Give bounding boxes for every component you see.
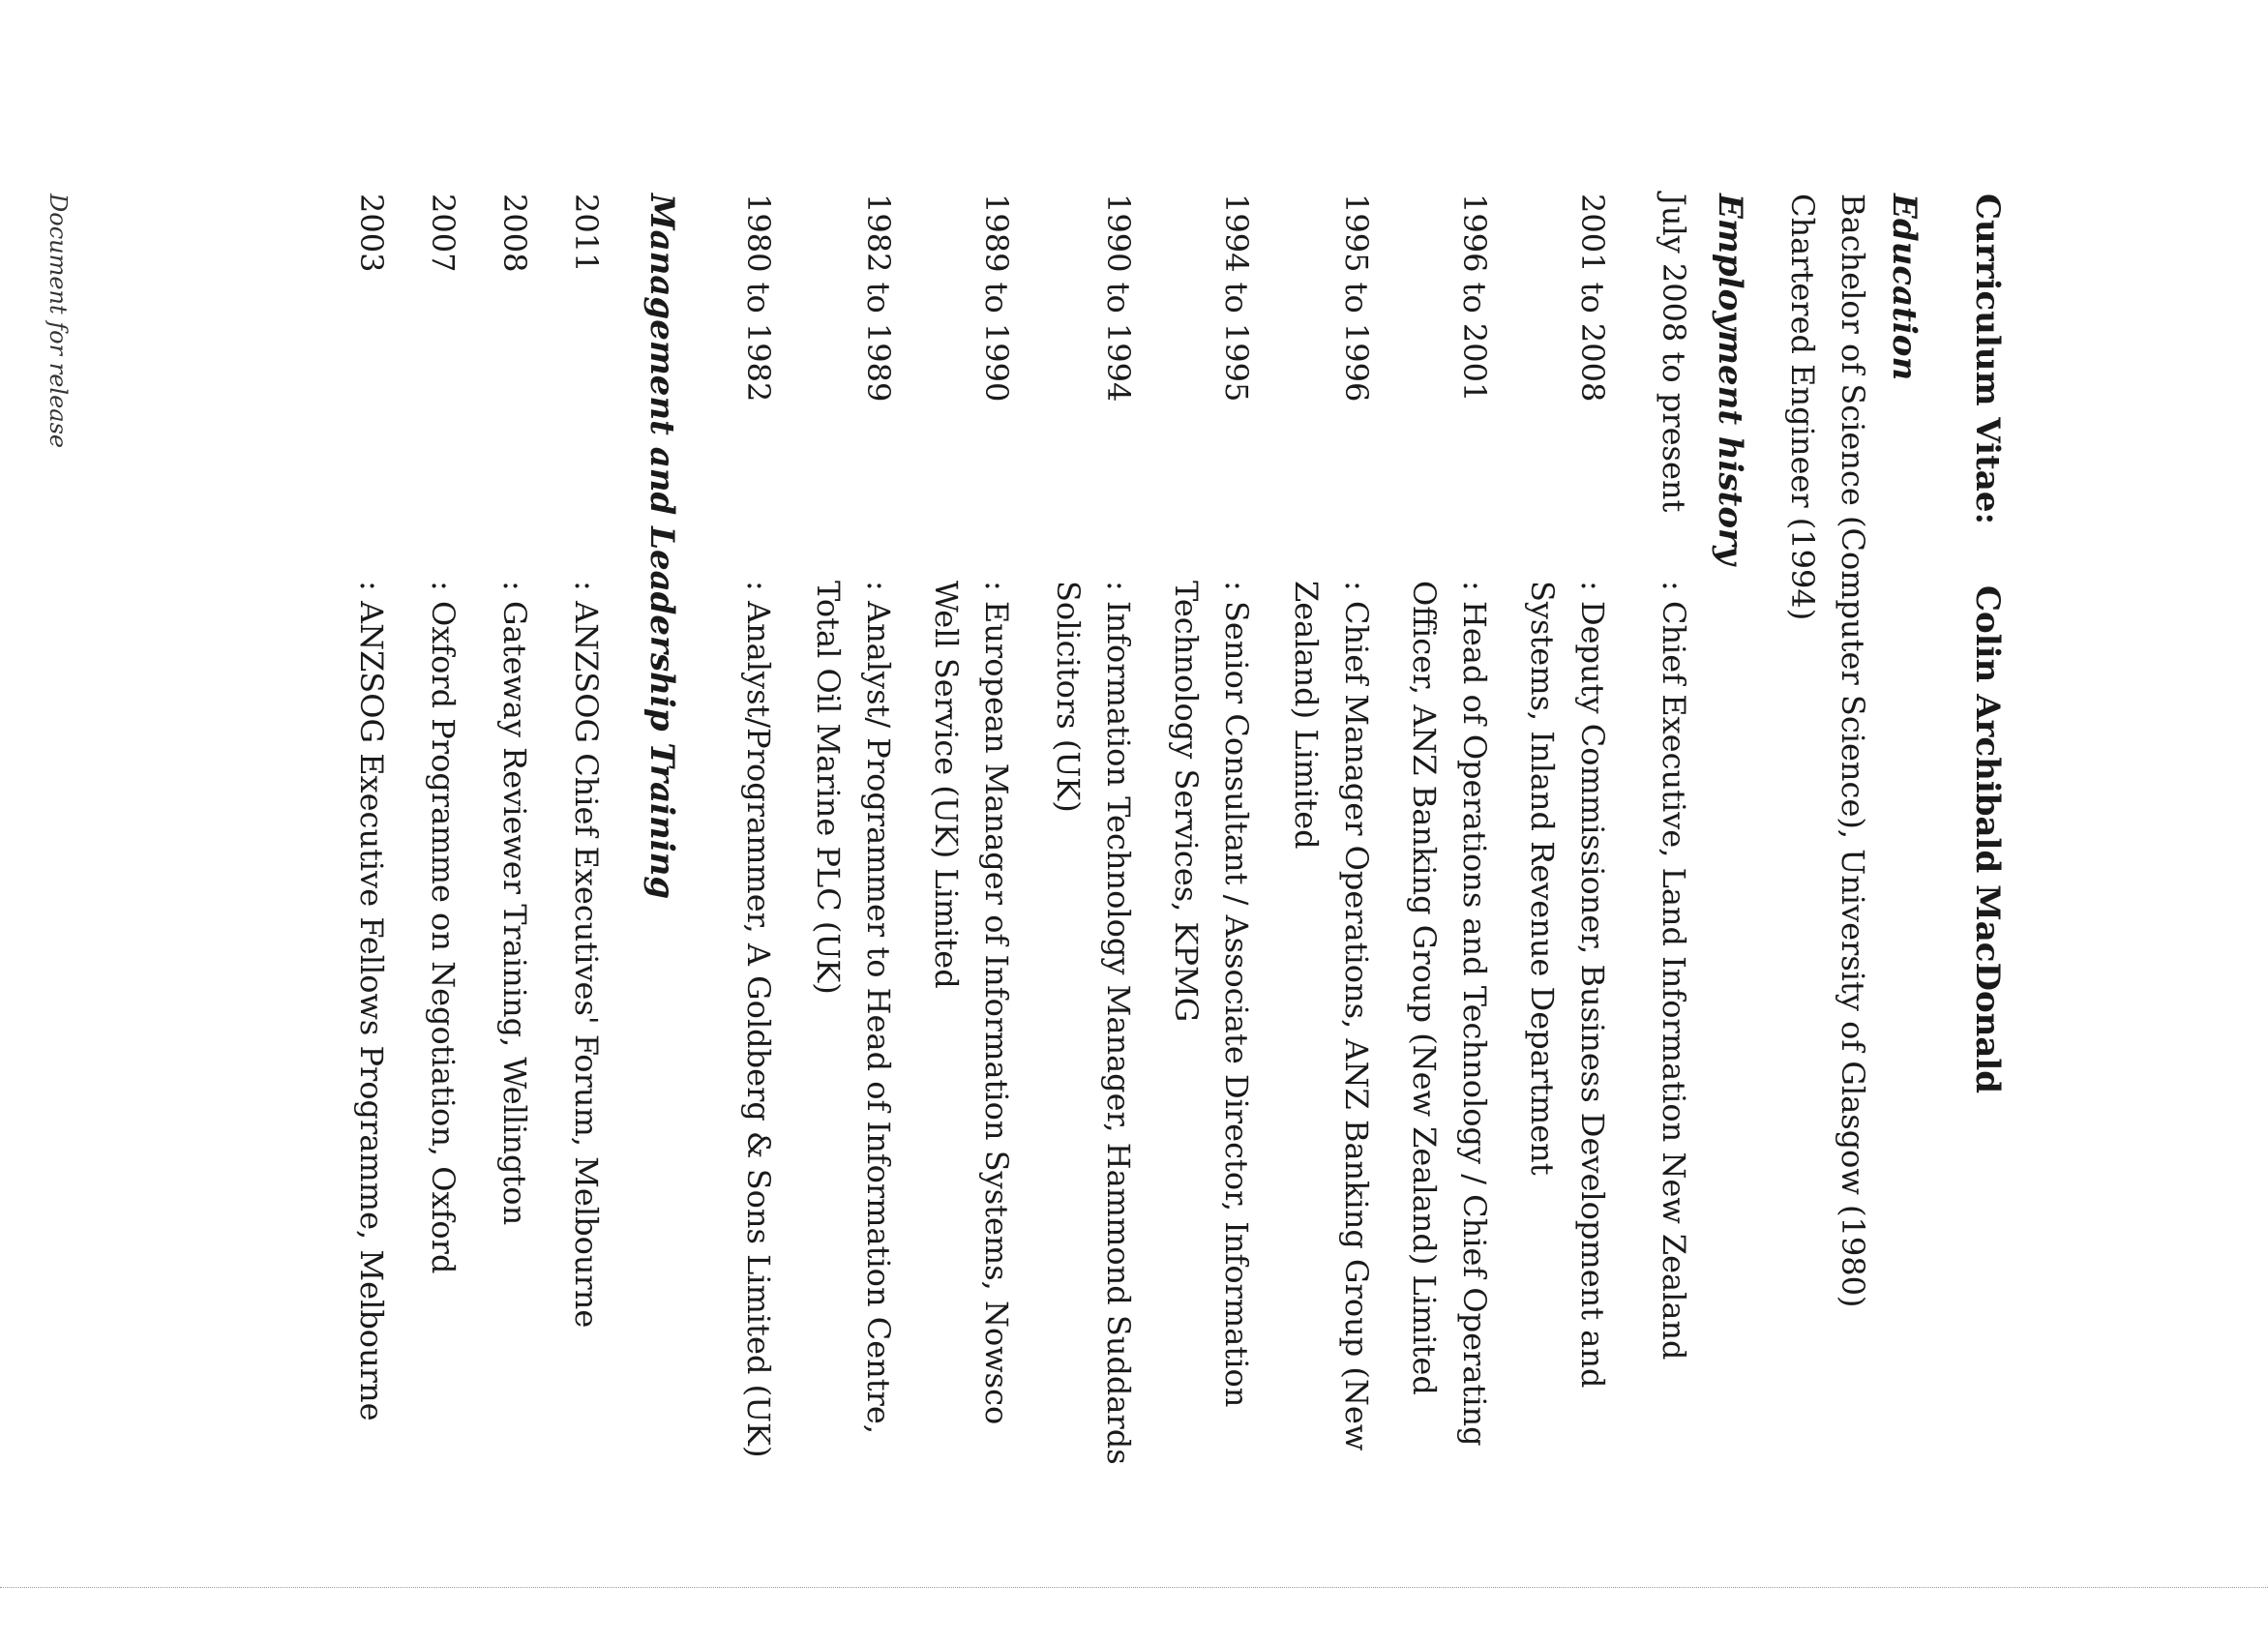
education-heading: Education [1885,194,1924,381]
employment-date: 1980 to 1982 [740,194,777,403]
employment-date: 1990 to 1994 [1100,194,1137,403]
training-date: 2011 [568,194,605,273]
footer-note: Document for release [45,194,72,449]
training-desc: : Gateway Reviewer Training, Wellington [496,581,533,1226]
training-desc: : ANZSOG Executive Fellows Programme, Melbourne [353,581,390,1421]
title-name: Colin Archibald MacDonald [1968,585,2007,1094]
employment-desc: : Head of Operations and Technology / Chief Operating Officer, ANZ Banking Group (New Zealand) Limited [1406,581,1493,1447]
employment-heading: Employment history [1711,194,1749,565]
employment-date: 1996 to 2001 [1456,194,1493,403]
title-label: Curriculum Vitae: [1968,194,2007,525]
employment-date: 1989 to 1990 [978,194,1015,403]
employment-desc: : Information Technology Manager, Hammond Suddards Solicitors (UK) [1050,581,1137,1465]
employment-desc: : Deputy Commissioner, Business Development and Systems, Inland Revenue Department [1524,581,1611,1389]
employment-desc: : Chief Manager Operations, ANZ Banking Group (New Zealand) Limited [1288,581,1375,1451]
training-desc: : ANZSOG Chief Executives' Forum, Melbourne [568,581,605,1329]
employment-date: July 2008 to present [1656,194,1692,513]
employment-desc: : Senior Consultant / Associate Director, Information Technology Services, KPMG [1168,581,1255,1408]
employment-date: 2001 to 2008 [1574,194,1611,403]
training-date: 2003 [353,194,390,273]
employment-date: 1994 to 1995 [1218,194,1255,403]
page-edge-divider [0,1587,2268,1589]
education-line: Bachelor of Science (Computer Science), University of Glasgow (1980) [1835,194,1871,1308]
employment-desc: : Analyst/ Programmer to Head of Information Centre, Total Oil Marine PLC (UK) [810,581,897,1435]
employment-desc: : European Manager of Information Systems, Nowsco Well Service (UK) Limited [928,581,1015,1425]
training-date: 2008 [496,194,533,273]
document-title [1968,194,2007,1093]
education-line: Chartered Engineer (1994) [1784,194,1821,621]
employment-date: 1995 to 1996 [1338,194,1375,403]
training-heading: Management and Leadership Training [642,194,681,900]
employment-desc: : Chief Executive, Land Information New Zealand [1656,581,1692,1361]
training-date: 2007 [425,194,462,273]
employment-date: 1982 to 1989 [860,194,897,403]
training-desc: : Oxford Programme on Negotiation, Oxford [425,581,462,1274]
employment-desc: : Analyst/Programmer, A Goldberg & Sons Limited (UK) [740,581,777,1458]
